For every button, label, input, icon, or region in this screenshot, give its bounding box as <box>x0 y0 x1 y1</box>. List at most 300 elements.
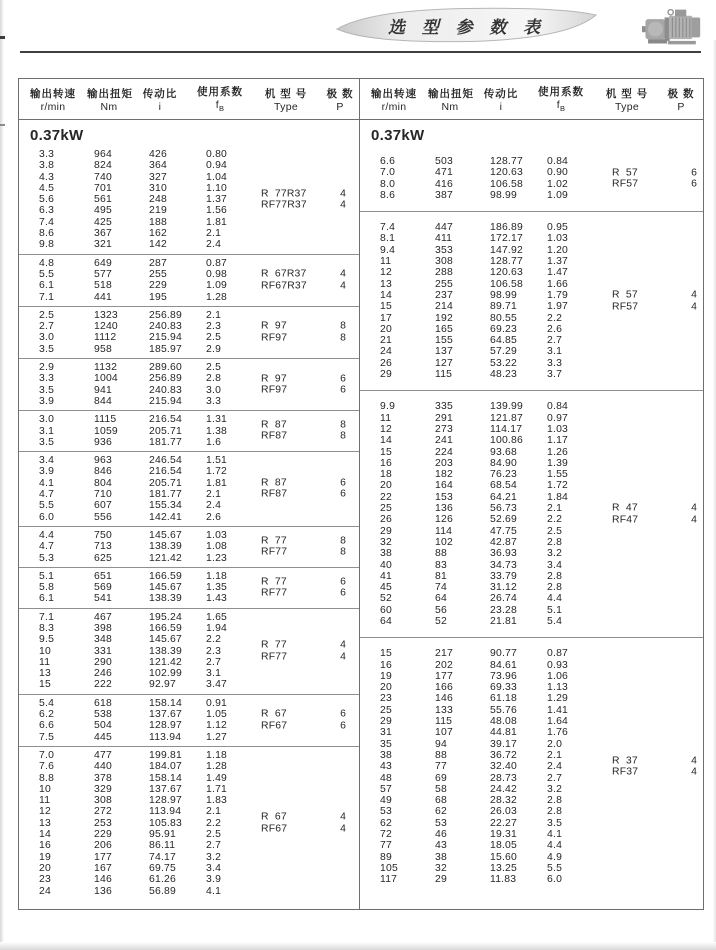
cell-ratio: 185.97 <box>149 343 182 355</box>
cell-ratio: 158.14 <box>149 697 182 709</box>
type-label: R 57 <box>612 167 638 179</box>
type-pole-block <box>261 812 353 835</box>
type-label: RF77 <box>261 651 288 663</box>
cell-ratio: 216.54 <box>149 414 182 426</box>
type-label: R 47 <box>612 503 638 515</box>
table-row <box>19 679 359 690</box>
pole-count: 4 <box>691 514 697 526</box>
cell-output-speed: 6.2 <box>39 709 55 721</box>
cell-service-factor: 2.4 <box>547 761 563 773</box>
cell-output-speed: 15 <box>380 648 392 660</box>
cell-ratio: 205.71 <box>149 477 182 489</box>
pole-count: 4 <box>691 755 697 767</box>
cell-service-factor: 0.91 <box>206 697 228 709</box>
table-row <box>360 401 703 412</box>
pole-count: 4 <box>691 289 697 301</box>
cell-service-factor: 1.66 <box>547 278 569 290</box>
table-row <box>360 424 703 435</box>
cell-output-torque: 577 <box>94 268 112 280</box>
type-label: RF57 <box>612 178 639 190</box>
cell-output-speed: 53 <box>380 806 392 818</box>
cell-output-torque: 713 <box>94 541 112 553</box>
type-label: R 37 <box>612 755 638 767</box>
cell-service-factor: 4.4 <box>547 593 563 605</box>
cell-ratio: 327 <box>149 171 167 183</box>
cell-ratio: 64.85 <box>490 335 518 347</box>
cell-service-factor: 3.0 <box>206 384 222 396</box>
cell-service-factor: 1.03 <box>547 233 569 245</box>
col-header-unit: r/min <box>40 100 66 113</box>
cell-service-factor: 2.1 <box>206 806 222 818</box>
col-header-cn: 输出转速 <box>371 87 417 100</box>
ratio-group <box>360 212 703 391</box>
col-header-cn: 输出扭矩 <box>428 87 474 100</box>
cell-ratio: 195.24 <box>149 611 182 623</box>
type-pole-block <box>261 269 353 292</box>
cell-output-torque: 607 <box>94 500 112 512</box>
table-row <box>360 526 703 537</box>
type-pole-line <box>261 280 353 291</box>
cell-ratio: 84.61 <box>490 659 518 671</box>
cell-output-torque: 29 <box>435 874 447 886</box>
cell-output-speed: 17 <box>380 312 392 324</box>
cell-service-factor: 1.37 <box>547 256 569 268</box>
col-header <box>87 84 131 113</box>
cell-ratio: 98.99 <box>490 189 518 201</box>
cell-ratio: 26.03 <box>490 806 518 818</box>
cell-output-torque: 618 <box>94 697 112 709</box>
table-row <box>360 795 703 806</box>
cell-output-speed: 14 <box>380 289 392 301</box>
cell-ratio: 84.90 <box>490 457 518 469</box>
type-pole-line <box>261 709 353 720</box>
cell-output-torque: 153 <box>435 491 453 503</box>
cell-output-torque: 561 <box>94 194 112 206</box>
type-pole-line <box>612 756 704 767</box>
ratio-group <box>360 391 703 638</box>
cell-output-torque: 846 <box>94 466 112 478</box>
cell-service-factor: 3.47 <box>206 679 228 691</box>
cell-service-factor: 0.95 <box>547 222 569 234</box>
cell-output-speed: 13 <box>39 817 51 829</box>
cell-service-factor: 2.5 <box>547 525 563 537</box>
cell-output-torque: 308 <box>94 795 112 807</box>
cell-ratio: 181.77 <box>149 489 182 501</box>
pole-count: 6 <box>340 720 346 732</box>
pole-count: 4 <box>340 280 346 292</box>
cell-service-factor: 1.38 <box>206 425 228 437</box>
cell-output-speed: 3.9 <box>39 466 55 478</box>
table-header-row <box>360 79 703 120</box>
cell-output-torque: 68 <box>435 795 447 807</box>
cell-output-torque: 203 <box>435 457 453 469</box>
cell-service-factor: 2.2 <box>206 817 222 829</box>
cell-ratio: 246.54 <box>149 455 182 467</box>
col-header <box>662 84 700 113</box>
cell-output-torque: 1059 <box>94 425 118 437</box>
pole-count: 4 <box>340 199 346 211</box>
cell-ratio: 128.97 <box>149 795 182 807</box>
cell-service-factor: 2.7 <box>206 656 222 668</box>
cell-output-speed: 5.5 <box>39 500 55 512</box>
cell-service-factor: 1.28 <box>206 761 228 773</box>
cell-ratio: 138.39 <box>149 593 182 605</box>
type-pole-block <box>261 576 353 599</box>
cell-service-factor: 2.2 <box>547 312 563 324</box>
cell-output-speed: 13 <box>39 668 51 680</box>
col-header-unit: Type <box>274 100 298 113</box>
cell-ratio: 61.26 <box>149 874 177 886</box>
cell-ratio: 121.87 <box>490 412 523 424</box>
cell-output-torque: 165 <box>435 323 453 335</box>
cell-output-torque: 77 <box>435 761 447 773</box>
cell-service-factor: 4.4 <box>547 840 563 852</box>
type-pole-line <box>261 640 353 651</box>
cell-ratio: 34.73 <box>490 559 518 571</box>
pole-count: 6 <box>340 477 346 489</box>
cell-output-speed: 52 <box>380 593 392 605</box>
cell-output-torque: 1240 <box>94 321 118 333</box>
cell-ratio: 100.86 <box>490 435 523 447</box>
cell-output-speed: 3.3 <box>39 373 55 385</box>
cell-output-torque: 467 <box>94 611 112 623</box>
cell-ratio: 147.92 <box>490 244 523 256</box>
ratio-group <box>19 695 359 747</box>
table-row <box>360 313 703 324</box>
page-edge-left <box>0 0 4 950</box>
table-row <box>360 682 703 693</box>
cell-ratio: 33.79 <box>490 570 518 582</box>
cell-output-torque: 88 <box>435 548 447 560</box>
type-pole-line <box>261 321 353 332</box>
cell-output-torque: 416 <box>435 178 453 190</box>
cell-ratio: 184.07 <box>149 761 182 773</box>
cell-output-speed: 20 <box>39 862 51 874</box>
cell-ratio: 95.91 <box>149 829 177 841</box>
cell-output-torque: 1112 <box>94 332 117 344</box>
cell-output-torque: 441 <box>94 291 112 303</box>
col-header <box>530 84 592 113</box>
cell-ratio: 216.54 <box>149 466 182 478</box>
ratio-group <box>19 146 359 255</box>
cell-output-torque: 127 <box>435 357 453 369</box>
cell-ratio: 199.81 <box>149 749 182 761</box>
cell-ratio: 287 <box>149 257 167 269</box>
cell-output-torque: 329 <box>94 783 112 795</box>
cell-output-torque: 74 <box>435 582 447 594</box>
cell-output-torque: 518 <box>94 280 112 292</box>
cell-output-torque: 136 <box>435 503 453 515</box>
table-row <box>19 795 359 806</box>
cell-service-factor: 0.84 <box>547 401 569 413</box>
cell-output-speed: 49 <box>380 795 392 807</box>
cell-output-speed: 72 <box>380 829 392 841</box>
cell-output-speed: 8.0 <box>380 178 396 190</box>
cell-service-factor: 1.41 <box>547 704 569 716</box>
table-row <box>360 279 703 290</box>
cell-output-speed: 11 <box>380 412 392 424</box>
cell-ratio: 205.71 <box>149 425 182 437</box>
cell-service-factor: 2.2 <box>206 634 222 646</box>
cell-service-factor: 1.56 <box>206 205 228 217</box>
cell-output-speed: 3.0 <box>39 332 55 344</box>
table-row <box>19 160 359 171</box>
cell-service-factor: 2.9 <box>206 343 222 355</box>
cell-ratio: 39.17 <box>490 738 518 750</box>
cell-output-speed: 4.1 <box>39 477 55 489</box>
cell-output-speed: 40 <box>380 559 392 571</box>
type-pole-line <box>261 812 353 823</box>
cell-ratio: 47.75 <box>490 525 518 537</box>
cell-ratio: 195 <box>149 291 167 303</box>
cell-output-torque: 53 <box>435 817 447 829</box>
table-row <box>19 172 359 183</box>
col-header-cn: 输出转速 <box>30 87 76 100</box>
pole-count: 6 <box>340 384 346 396</box>
cell-output-speed: 14 <box>39 829 51 841</box>
cell-service-factor: 2.7 <box>206 840 222 852</box>
cell-ratio: 24.42 <box>490 783 518 795</box>
ratio-group <box>19 255 359 307</box>
cell-output-speed: 8.3 <box>39 622 55 634</box>
cell-ratio: 364 <box>149 160 167 172</box>
cell-ratio: 240.83 <box>149 384 182 396</box>
cell-output-speed: 19 <box>39 851 51 863</box>
cell-service-factor: 3.2 <box>547 783 563 795</box>
cell-ratio: 76.23 <box>490 469 518 481</box>
cell-output-speed: 5.1 <box>39 570 55 582</box>
ratio-group <box>360 638 703 895</box>
table-row <box>19 466 359 477</box>
cell-ratio: 52.69 <box>490 514 518 526</box>
table-row <box>360 727 703 738</box>
cell-service-factor: 3.2 <box>547 548 563 560</box>
cell-output-speed: 6.1 <box>39 280 55 292</box>
cell-service-factor: 3.4 <box>206 862 222 874</box>
table-header-row <box>19 79 359 120</box>
type-label: RF37 <box>612 766 639 778</box>
type-pole-line <box>261 332 353 343</box>
cell-output-speed: 3.9 <box>39 395 55 407</box>
cell-service-factor: 1.09 <box>547 189 569 201</box>
cell-output-speed: 25 <box>380 704 392 716</box>
type-pole-line <box>261 420 353 431</box>
cell-service-factor: 0.80 <box>206 149 228 160</box>
pole-count: 8 <box>340 321 346 333</box>
type-label: R 67 <box>261 709 287 721</box>
type-label: RF87 <box>261 431 288 443</box>
cell-output-torque: 64 <box>435 593 447 605</box>
cell-output-speed: 5.4 <box>39 697 55 709</box>
cell-output-torque: 750 <box>94 529 112 541</box>
table-row <box>360 739 703 750</box>
col-header-cn: 传动比 <box>142 87 178 100</box>
pole-count: 6 <box>340 576 346 588</box>
cell-ratio: 229 <box>149 280 167 292</box>
cell-output-torque: 56 <box>435 604 447 616</box>
cell-service-factor: 1.81 <box>206 477 228 489</box>
cell-ratio: 139.99 <box>490 401 523 413</box>
table-row <box>19 258 359 269</box>
type-label: R 77R37 <box>261 188 307 200</box>
cell-output-speed: 15 <box>39 679 51 691</box>
cell-ratio: 188 <box>149 216 167 228</box>
type-label: RF87 <box>261 489 288 501</box>
cell-output-speed: 2.7 <box>39 321 55 333</box>
type-pole-line <box>261 478 353 489</box>
type-pole-line <box>261 431 353 442</box>
cell-ratio: 48.23 <box>490 369 518 381</box>
title-banner <box>336 6 598 44</box>
col-header-unit: Nm <box>441 100 459 113</box>
cell-ratio: 114.17 <box>490 423 523 435</box>
cell-ratio: 26.74 <box>490 593 518 605</box>
cell-output-torque: 114 <box>435 525 453 537</box>
cell-ratio: 36.72 <box>490 749 518 761</box>
cell-output-torque: 844 <box>94 395 112 407</box>
cell-output-speed: 10 <box>39 645 51 657</box>
pole-count: 6 <box>340 489 346 501</box>
cell-output-torque: 445 <box>94 731 112 743</box>
cell-output-speed: 4.7 <box>39 541 55 553</box>
cell-ratio: 68.54 <box>490 480 518 492</box>
cell-output-speed: 6.1 <box>39 593 55 605</box>
power-label: 0.37kW <box>30 127 84 144</box>
table-row <box>19 310 359 321</box>
cell-service-factor: 0.87 <box>547 648 569 660</box>
type-label: R 97 <box>261 373 287 385</box>
cell-ratio: 36.93 <box>490 548 518 560</box>
cell-output-speed: 60 <box>380 604 392 616</box>
cell-ratio: 219 <box>149 205 167 217</box>
type-pole-line <box>612 767 704 778</box>
type-pole-block <box>612 503 704 526</box>
cell-service-factor: 4.9 <box>547 851 563 863</box>
cell-ratio: 255 <box>149 268 167 280</box>
cell-output-speed: 22 <box>380 491 392 503</box>
cell-service-factor: 1.72 <box>206 466 228 478</box>
cell-service-factor: 1.20 <box>547 244 569 256</box>
cell-service-factor: 1.03 <box>206 529 228 541</box>
type-label: RF77 <box>261 587 288 599</box>
ratio-group <box>19 568 359 609</box>
cell-ratio: 186.89 <box>490 222 523 234</box>
cell-service-factor: 0.97 <box>547 412 569 424</box>
cell-output-torque: 43 <box>435 840 447 852</box>
cell-output-speed: 4.7 <box>39 489 55 501</box>
table-left-half <box>19 79 359 909</box>
cell-output-torque: 1115 <box>94 414 117 426</box>
selection-parameter-table <box>18 78 704 910</box>
pole-count: 8 <box>340 431 346 443</box>
cell-output-torque: 625 <box>94 552 112 564</box>
cell-output-torque: 137 <box>435 346 453 358</box>
cell-service-factor: 2.3 <box>206 321 222 333</box>
table-row <box>360 190 703 201</box>
cell-output-torque: 253 <box>94 817 112 829</box>
cell-service-factor: 2.5 <box>206 332 222 344</box>
table-row <box>19 750 359 761</box>
cell-output-torque: 710 <box>94 489 112 501</box>
cell-output-torque: 69 <box>435 772 447 784</box>
type-pole-line <box>612 301 704 312</box>
cell-service-factor: 2.6 <box>206 511 222 523</box>
cell-ratio: 137.67 <box>149 783 182 795</box>
col-header-cn: 传动比 <box>483 87 519 100</box>
cell-output-torque: 107 <box>435 727 453 739</box>
col-header <box>19 84 87 113</box>
type-pole-line <box>261 489 353 500</box>
ratio-group <box>19 747 359 900</box>
cell-output-torque: 164 <box>435 480 453 492</box>
cell-output-speed: 29 <box>380 525 392 537</box>
pole-count: 8 <box>340 419 346 431</box>
cell-output-speed: 5.5 <box>39 268 55 280</box>
cell-ratio: 102.99 <box>149 668 182 680</box>
cell-output-speed: 9.5 <box>39 634 55 646</box>
col-header-cn: 使用系数 <box>197 86 243 99</box>
table-row <box>19 874 359 885</box>
table-row <box>360 435 703 446</box>
cell-output-torque: 569 <box>94 582 112 594</box>
table-row <box>360 593 703 604</box>
type-pole-block <box>261 321 353 344</box>
type-label: RF97 <box>261 384 288 396</box>
type-label: R 77 <box>261 639 287 651</box>
cell-output-torque: 133 <box>435 704 453 716</box>
type-label: RF67 <box>261 720 288 732</box>
table-row <box>19 292 359 303</box>
cell-service-factor: 6.0 <box>547 874 563 886</box>
cell-service-factor: 2.8 <box>547 806 563 818</box>
table-row <box>19 612 359 623</box>
cell-service-factor: 0.94 <box>206 160 228 172</box>
table-row <box>360 492 703 503</box>
type-pole-line <box>261 536 353 547</box>
cell-output-torque: 46 <box>435 829 447 841</box>
col-header <box>428 84 472 113</box>
cell-output-torque: 348 <box>94 634 112 646</box>
cell-output-torque: 440 <box>94 761 112 773</box>
cell-output-torque: 177 <box>94 851 112 863</box>
cell-service-factor: 1.28 <box>206 291 228 303</box>
cell-output-speed: 6.6 <box>380 156 396 167</box>
header-divider-rule <box>20 51 701 53</box>
pole-count: 4 <box>691 301 697 313</box>
col-header <box>592 84 662 113</box>
cell-ratio: 240.83 <box>149 321 182 333</box>
cell-output-speed: 15 <box>380 301 392 313</box>
cell-output-speed: 9.9 <box>380 401 396 413</box>
cell-service-factor: 5.1 <box>547 604 563 616</box>
cell-output-torque: 308 <box>435 256 453 268</box>
pole-count: 8 <box>340 535 346 547</box>
cell-output-speed: 38 <box>380 548 392 560</box>
cell-output-torque: 222 <box>94 679 112 691</box>
table-row <box>360 874 703 885</box>
cell-output-speed: 3.3 <box>39 149 55 160</box>
type-label: RF57 <box>612 301 639 313</box>
cell-ratio: 69.75 <box>149 862 177 874</box>
table-row <box>360 660 703 671</box>
cell-output-torque: 94 <box>435 738 447 750</box>
cell-output-speed: 7.1 <box>39 611 55 623</box>
cell-ratio: 113.94 <box>149 731 182 743</box>
cell-ratio: 106.58 <box>490 178 523 190</box>
cell-output-speed: 12 <box>380 267 392 279</box>
col-header-unit: Nm <box>100 100 118 113</box>
cell-output-torque: 38 <box>435 851 447 863</box>
